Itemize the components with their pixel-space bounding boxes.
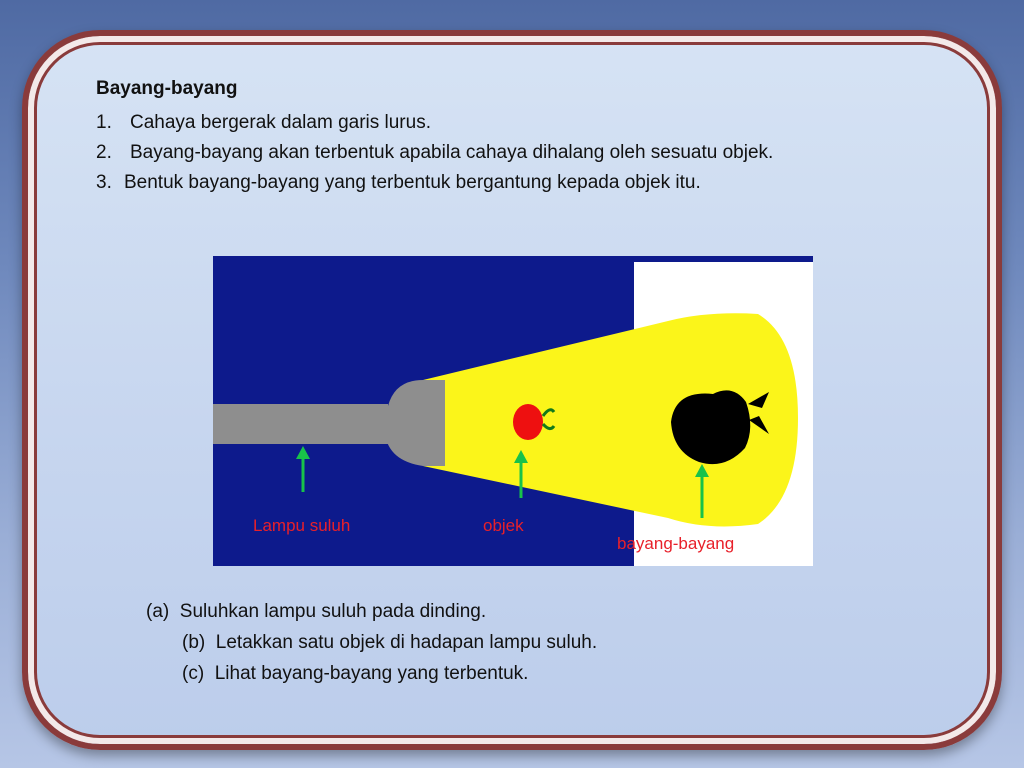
- shadow-label: bayang-bayang: [617, 534, 735, 553]
- torch-head: [385, 380, 445, 466]
- point-text: Bentuk bayang-bayang yang terbentuk bergantung kepada objek itu.: [124, 172, 701, 193]
- step-text: Lihat bayang-bayang yang terbentuk.: [214, 663, 529, 684]
- step-label: (b): [182, 632, 206, 653]
- step-item: [146, 658, 597, 689]
- point-text: Cahaya bergerak dalam garis lurus.: [130, 112, 431, 133]
- step-text: Letakkan satu objek di hadapan lampu suluh.: [215, 632, 598, 653]
- step-item: [146, 596, 597, 627]
- point-number: 3.: [96, 172, 112, 193]
- steps-list: [146, 596, 597, 689]
- step-item: [146, 627, 597, 658]
- step-label: (c): [182, 663, 205, 684]
- points-list: [96, 108, 773, 198]
- step-label: (a): [146, 601, 170, 622]
- shadow-diagram: [213, 256, 813, 566]
- step-text: Suluhkan lampu suluh pada dinding.: [179, 601, 487, 622]
- torch-label: Lampu suluh: [253, 516, 351, 535]
- point-item: [96, 168, 773, 198]
- object-label: objek: [483, 516, 524, 535]
- point-item: [96, 138, 773, 168]
- point-number: 1.: [96, 112, 112, 133]
- point-number: 2.: [96, 142, 112, 163]
- object-body: [513, 404, 543, 440]
- slide-heading: Bayang-bayang: [96, 78, 238, 99]
- point-item: [96, 108, 773, 138]
- point-text: Bayang-bayang akan terbentuk apabila cahaya dihalang oleh sesuatu objek.: [130, 142, 774, 163]
- torch-handle: [213, 404, 388, 444]
